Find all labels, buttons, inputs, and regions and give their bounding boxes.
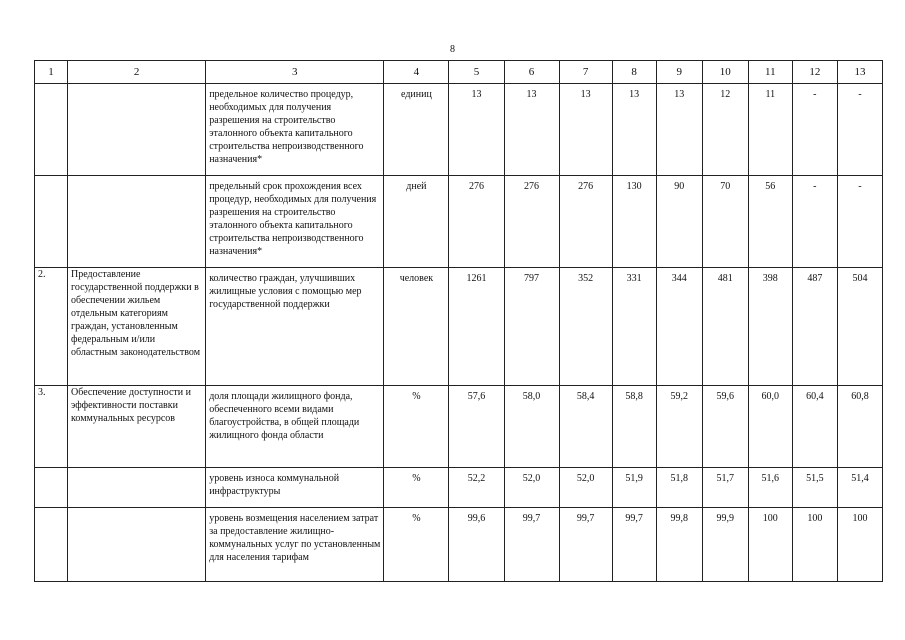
table-row (35, 176, 883, 268)
value-cell: 13 (656, 84, 702, 176)
indicator-name: доля площади жилищного фонда, обеспеченного всеми видами благоустройства, в общей площади жилищного фонда области (206, 386, 384, 468)
value-cell: 13 (559, 84, 612, 176)
value-cell: 331 (612, 268, 656, 386)
row-number (35, 468, 68, 508)
indicator-name: количество граждан, улучшивших жилищные условия с помощью мер государственной поддержки (206, 268, 384, 386)
value-cell: 398 (748, 268, 792, 386)
value-cell: 276 (449, 176, 504, 268)
task-title: Обеспечение доступности и эффективности поставки коммунальных ресурсов (68, 386, 206, 468)
row-number (35, 508, 68, 582)
column-header: 11 (748, 61, 792, 84)
column-header: 5 (449, 61, 504, 84)
column-header: 12 (792, 61, 837, 84)
column-header: 2 (68, 61, 206, 84)
task-title (68, 508, 206, 582)
indicators-table (34, 60, 883, 582)
value-cell: 130 (612, 176, 656, 268)
value-cell: 99,7 (504, 508, 559, 582)
table-row (35, 386, 883, 468)
value-cell: 70 (702, 176, 748, 268)
value-cell: 504 (837, 268, 882, 386)
column-header: 1 (35, 61, 68, 84)
table-row (35, 268, 883, 386)
value-cell: 352 (559, 268, 612, 386)
value-cell: 100 (792, 508, 837, 582)
task-title (68, 468, 206, 508)
task-title (68, 176, 206, 268)
unit: человек (384, 268, 449, 386)
value-cell: 52,2 (449, 468, 504, 508)
task-title: Предоставление государственной поддержки в обеспечении жильем отдельным категориям граждан, установленным федеральным и/или областным законодательством (68, 268, 206, 386)
value-cell: 99,7 (612, 508, 656, 582)
row-number: 2. (35, 268, 68, 386)
value-cell: 59,6 (702, 386, 748, 468)
column-header: 10 (702, 61, 748, 84)
value-cell: 344 (656, 268, 702, 386)
column-header: 4 (384, 61, 449, 84)
column-header: 6 (504, 61, 559, 84)
unit: единиц (384, 84, 449, 176)
value-cell: 60,4 (792, 386, 837, 468)
value-cell: 1261 (449, 268, 504, 386)
value-cell: 276 (504, 176, 559, 268)
value-cell: 60,8 (837, 386, 882, 468)
value-cell: 100 (837, 508, 882, 582)
value-cell: 51,5 (792, 468, 837, 508)
column-header: 8 (612, 61, 656, 84)
indicator-name: уровень износа коммунальной инфраструктуры (206, 468, 384, 508)
value-cell: 13 (449, 84, 504, 176)
value-cell: 99,6 (449, 508, 504, 582)
table-row (35, 508, 883, 582)
value-cell: 51,6 (748, 468, 792, 508)
value-cell: 56 (748, 176, 792, 268)
value-cell: 58,4 (559, 386, 612, 468)
unit: дней (384, 176, 449, 268)
page-number: 8 (450, 44, 455, 55)
value-cell: 276 (559, 176, 612, 268)
indicator-name: предельный срок прохождения всех процедур, необходимых для получения разрешения на строительство эталонного объекта капитального строительства непроизводственного назначения* (206, 176, 384, 268)
value-cell: 99,7 (559, 508, 612, 582)
value-cell: 100 (748, 508, 792, 582)
value-cell: 52,0 (559, 468, 612, 508)
row-number: 3. (35, 386, 68, 468)
table-row (35, 468, 883, 508)
unit: % (384, 508, 449, 582)
value-cell: 51,9 (612, 468, 656, 508)
value-cell: 487 (792, 268, 837, 386)
column-header: 13 (837, 61, 882, 84)
value-cell: 57,6 (449, 386, 504, 468)
header-row (35, 61, 883, 84)
value-cell: 99,8 (656, 508, 702, 582)
value-cell: 58,0 (504, 386, 559, 468)
value-cell: 51,7 (702, 468, 748, 508)
column-header: 9 (656, 61, 702, 84)
unit: % (384, 468, 449, 508)
value-cell: 481 (702, 268, 748, 386)
value-cell: 11 (748, 84, 792, 176)
value-cell: 58,8 (612, 386, 656, 468)
unit: % (384, 386, 449, 468)
value-cell: 90 (656, 176, 702, 268)
value-cell: - (837, 176, 882, 268)
column-header: 3 (206, 61, 384, 84)
indicator-name: предельное количество процедур, необходимых для получения разрешения на строительство эталонного объекта капитального строительства непроизводственного назначения* (206, 84, 384, 176)
value-cell: 797 (504, 268, 559, 386)
indicator-name: уровень возмещения населением затрат за предоставление жилищно-коммунальных услуг по установленным для населения тарифам (206, 508, 384, 582)
value-cell: 13 (612, 84, 656, 176)
value-cell: 99,9 (702, 508, 748, 582)
value-cell: - (792, 176, 837, 268)
value-cell: - (837, 84, 882, 176)
value-cell: 52,0 (504, 468, 559, 508)
row-number (35, 84, 68, 176)
value-cell: - (792, 84, 837, 176)
column-header: 7 (559, 61, 612, 84)
table-row (35, 84, 883, 176)
row-number (35, 176, 68, 268)
value-cell: 60,0 (748, 386, 792, 468)
value-cell: 12 (702, 84, 748, 176)
value-cell: 51,8 (656, 468, 702, 508)
value-cell: 59,2 (656, 386, 702, 468)
task-title (68, 84, 206, 176)
value-cell: 13 (504, 84, 559, 176)
value-cell: 51,4 (837, 468, 882, 508)
